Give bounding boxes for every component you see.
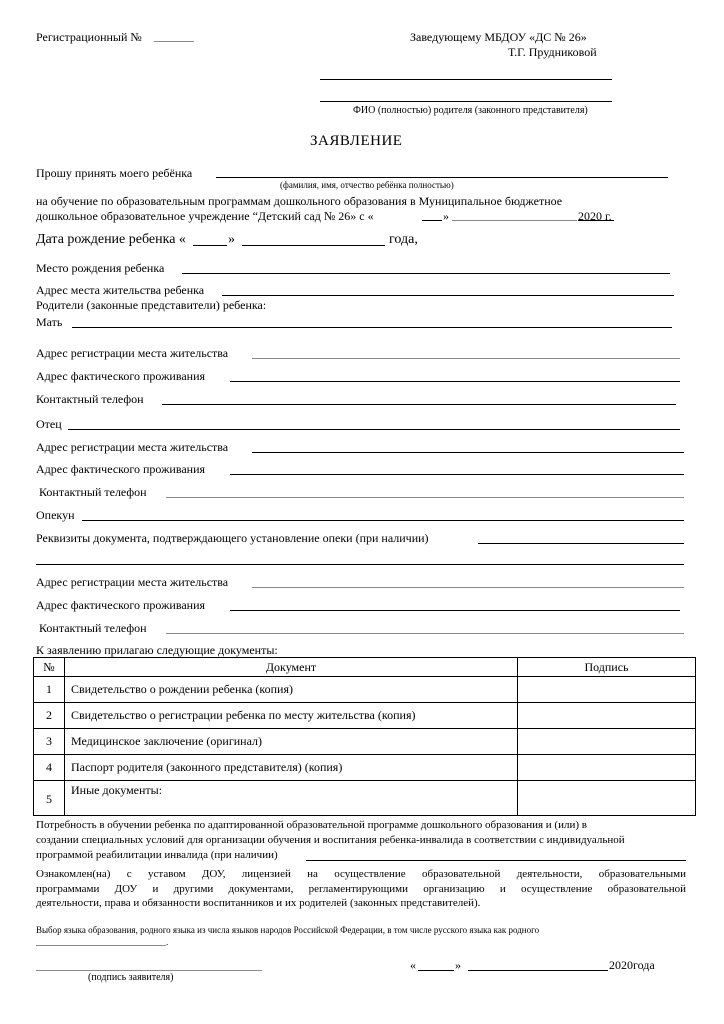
table-row — [34, 677, 696, 703]
language-choice-end: . — [166, 937, 169, 947]
parent-fio-caption: ФИО (полностью) родителя (законного представителя) — [353, 105, 588, 116]
father-label: Отец — [36, 417, 62, 431]
adapted-program-line3: программой реабилитации инвалида (при наличии) — [36, 849, 278, 861]
document-name: Свидетельство о рождении ребенка (копия) — [65, 677, 518, 703]
birth-month-year-field[interactable] — [242, 245, 385, 246]
start-day-field[interactable] — [422, 220, 442, 221]
start-year-underline — [578, 220, 614, 221]
sign-month-field[interactable] — [468, 970, 608, 971]
father-actual-address-label: Адрес фактического проживания — [36, 462, 206, 476]
signature-cell[interactable] — [518, 781, 696, 816]
registration-number-label: Регистрационный № — [36, 30, 142, 44]
documents-intro: К заявлению прилагаю следующие документы: — [36, 643, 278, 657]
start-year: 2020 г. — [578, 209, 612, 223]
start-day-close: » — [443, 209, 449, 223]
birth-day-close: » — [228, 232, 235, 247]
mother-actual-address-field[interactable] — [230, 381, 680, 382]
signature-cell[interactable] — [518, 729, 696, 755]
addressee-line1: Заведующему МБДОУ «ДС № 26» — [410, 30, 587, 44]
documents-table — [33, 657, 696, 816]
table-row — [34, 729, 696, 755]
acquainted-line2: программами ДОУ и другими документами, регламентирующими организацию и осуществление образовательной — [36, 883, 686, 895]
addressee-line2: Т.Г. Прудниковой — [508, 45, 597, 59]
birth-date-label: Дата рождение ребенка « — [36, 232, 186, 247]
guardianship-doc-field-2[interactable] — [36, 564, 684, 565]
father-reg-address-label: Адрес регистрации места жительства — [36, 440, 229, 454]
page-title: ЗАЯВЛЕНИЕ — [310, 133, 403, 149]
table-row — [34, 781, 696, 816]
guardian-fio-field[interactable] — [82, 520, 684, 521]
date-close-quote: » — [455, 958, 461, 972]
column-header-document: Документ — [65, 658, 518, 677]
request-line2: на обучение по образовательным программам дошкольного образования в Муниципальное бюджетное — [36, 194, 563, 208]
registration-number-field[interactable] — [154, 41, 194, 42]
adapted-program-line2: создании специальных условий для организации обучения и воспитания ребенка-инвалида в соответствии с индивидуальной — [36, 834, 625, 846]
signature-caption: (подпись заявителя) — [88, 972, 174, 983]
row-number: 2 — [34, 703, 65, 729]
request-line3: дошкольное образовательное учреждение “Детский сад № 26» с « — [36, 209, 374, 223]
row-number: 4 — [34, 755, 65, 781]
guardian-reg-address-label: Адрес регистрации места жительства — [36, 575, 229, 589]
sign-day-field[interactable] — [418, 970, 454, 971]
row-number: 3 — [34, 729, 65, 755]
acquainted-line3: деятельности, права и обязанности воспитанников и их родителей (законных представителей). — [36, 897, 481, 909]
signature-field[interactable] — [36, 970, 262, 971]
sign-year: 2020года — [609, 958, 655, 972]
birth-year-suffix: года, — [389, 232, 418, 247]
table-header-row — [34, 658, 696, 677]
language-choice-text: Выбор языка образования, родного языка из числа языков народов Российской Федерации, в том числе русского языка как родного — [36, 925, 540, 935]
child-fio-field[interactable] — [216, 177, 668, 178]
column-header-signature: Подпись — [518, 658, 696, 677]
guardian-reg-address-field[interactable] — [252, 587, 684, 588]
guardian-actual-address-label: Адрес фактического проживания — [36, 598, 206, 612]
mother-fio-field[interactable] — [72, 327, 672, 328]
child-address-field[interactable] — [222, 295, 674, 296]
guardian-actual-address-field[interactable] — [230, 610, 680, 611]
language-choice-field[interactable] — [36, 945, 166, 946]
father-fio-field[interactable] — [68, 429, 680, 430]
mother-actual-address-label: Адрес фактического проживания — [36, 369, 206, 383]
signature-cell[interactable] — [518, 703, 696, 729]
row-number: 1 — [34, 677, 65, 703]
document-name[interactable]: Иные документы: — [65, 781, 518, 816]
mother-phone-label: Контактный телефон — [36, 392, 144, 406]
father-phone-label: Контактный телефон — [39, 485, 147, 499]
mother-reg-address-label: Адрес регистрации места жительства — [36, 346, 229, 360]
document-name: Медицинское заключение (оригинал) — [65, 729, 518, 755]
adapted-program-line1: Потребность в обучении ребенка по адаптированной образовательной программе дошкольного образования и (или) в — [36, 819, 587, 831]
birth-place-label: Место рождения ребенка — [36, 261, 165, 275]
guardianship-doc-label: Реквизиты документа, подтверждающего установление опеки (при наличии) — [36, 531, 429, 545]
guardian-phone-label: Контактный телефон — [39, 621, 147, 635]
parent-fio-field-1[interactable] — [320, 79, 612, 80]
accept-child-label: Прошу принять моего ребёнка — [36, 166, 193, 180]
mother-label: Мать — [36, 315, 63, 329]
parents-heading: Родители (законные представители) ребенка: — [36, 298, 267, 312]
adapted-program-field[interactable] — [306, 860, 686, 861]
column-header-number: № — [34, 658, 65, 677]
mother-phone-field[interactable] — [162, 404, 676, 405]
father-actual-address-field[interactable] — [230, 474, 684, 475]
father-phone-field[interactable] — [166, 497, 684, 498]
table-row — [34, 703, 696, 729]
parent-fio-field-2[interactable] — [320, 101, 612, 102]
document-name: Свидетельство о регистрации ребенка по месту жительства (копия) — [65, 703, 518, 729]
child-fio-caption: (фамилия, имя, отчество ребёнка полностью) — [280, 180, 454, 190]
start-month-field[interactable] — [452, 220, 577, 221]
mother-reg-address-field[interactable] — [252, 358, 680, 359]
signature-cell[interactable] — [518, 677, 696, 703]
signature-cell[interactable] — [518, 755, 696, 781]
row-number: 5 — [34, 781, 65, 816]
birth-day-field[interactable] — [193, 245, 227, 246]
guardian-phone-field[interactable] — [166, 633, 684, 634]
guardian-label: Опекун — [36, 508, 75, 522]
date-open-quote: « — [410, 958, 416, 972]
document-name: Паспорт родителя (законного представителя) (копия) — [65, 755, 518, 781]
table-row — [34, 755, 696, 781]
father-reg-address-field[interactable] — [252, 452, 684, 453]
child-address-label: Адрес места жительства ребенка — [36, 283, 205, 297]
birth-place-field[interactable] — [182, 273, 670, 274]
guardianship-doc-field-1[interactable] — [478, 543, 684, 544]
acquainted-line1: Ознакомлен(на) с уставом ДОУ, лицензией на осуществление образовательной деятельности, образовательными — [36, 868, 686, 880]
